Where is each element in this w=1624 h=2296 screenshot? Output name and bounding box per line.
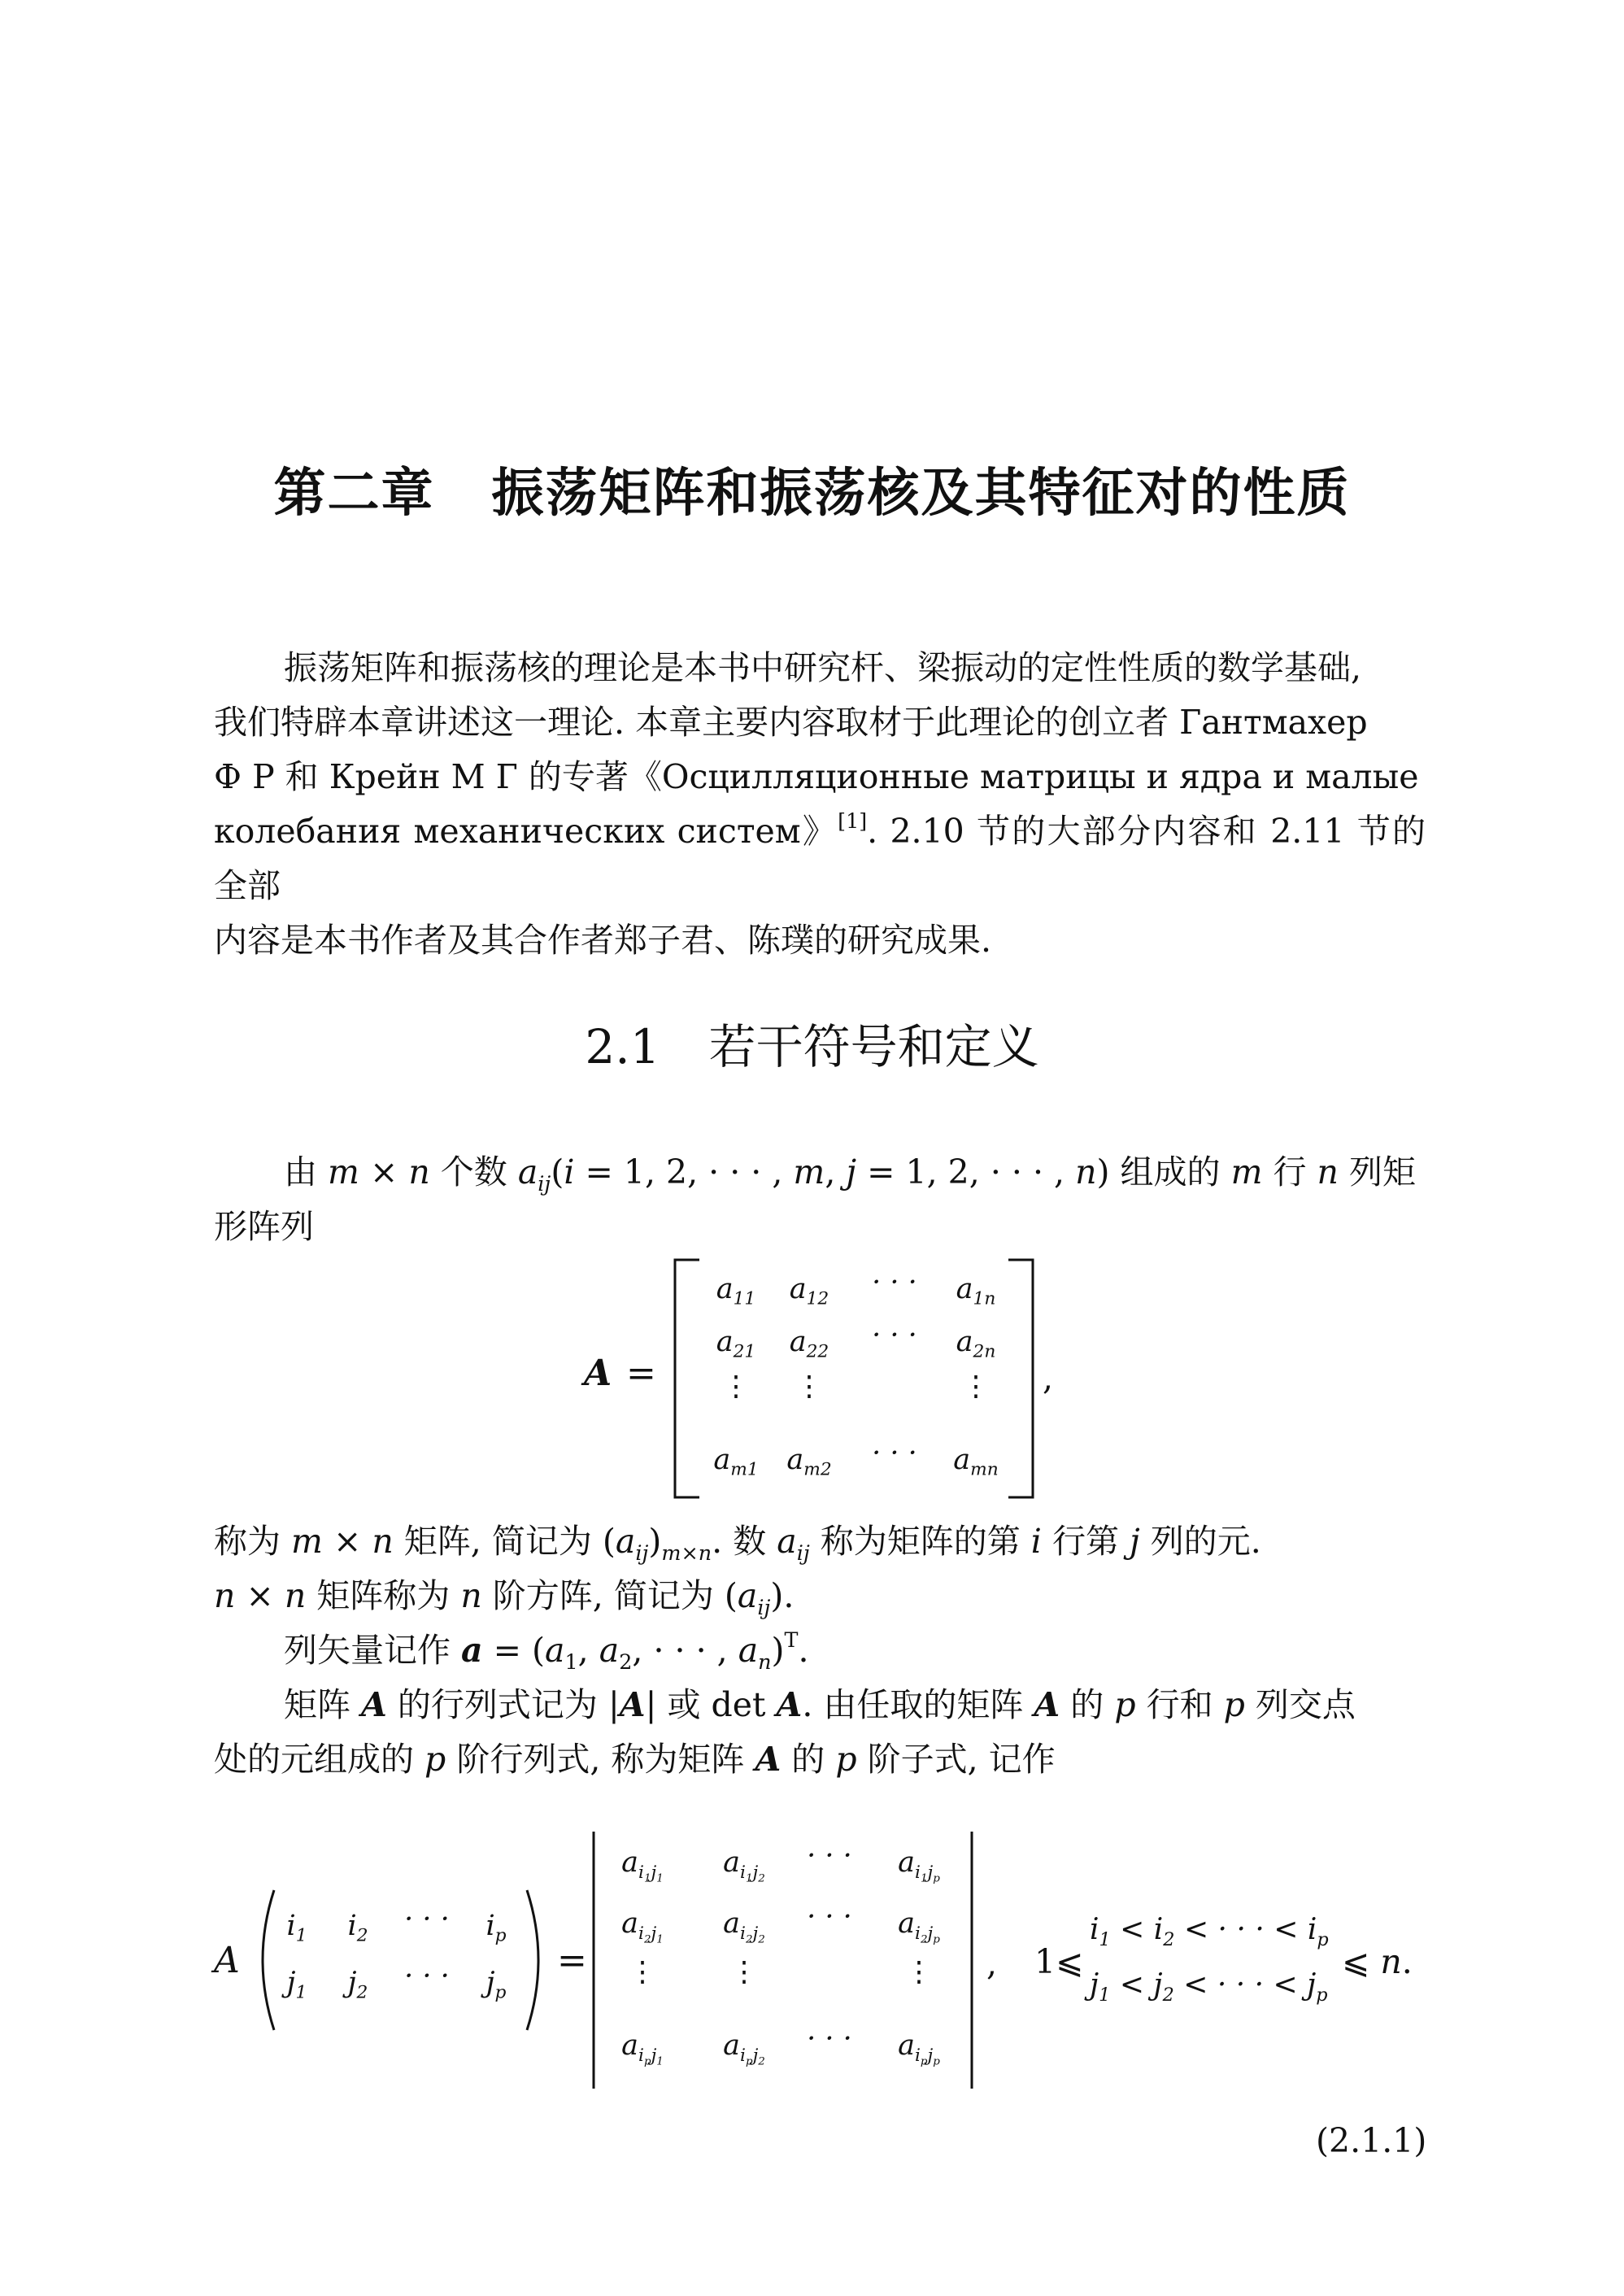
citation: [1] — [838, 808, 868, 834]
chapter-number: 第二章 — [273, 464, 435, 524]
chapter-title — [0, 451, 1624, 526]
paragraph-definitions: 称为 m × n 矩阵, 简记为 $(a_{ij})_{m\times n}$. 数 $a_{ij}$ 称为矩阵的第 i 行第 j 列的元. n × n 矩阵称为 n 阶方阵, 简记为 $(a_{ij})$. 列矢量记作 $a = (a_1$, $a_2$, · · · , $a_n)^T$. 矩阵 A 的行列式记为 |A| 或 det A. 由任取的矩阵 A 的 p 行和 p 列交点 处的元组成的 p 阶行列式, 称为矩阵 A 的 p 阶子式, 记作 — [214, 1522, 1356, 1779]
left-paren — [248, 1887, 281, 2033]
intro-line-3: Ф Р 和 Крейн М Г 的专著《Осцилляционные матрицы и ядра и малые — [214, 757, 1419, 796]
right-det-bar — [964, 1830, 980, 2090]
paragraph-matrix-intro: 由 m × n 个数 $a_{ij}(i = 1$, 2, · · · , m, j = 1, 2, · · · , n) 组成的 m 行 n 列矩 形阵列 — [214, 1152, 1416, 1246]
section-title: 若干符号和定义 — [708, 1019, 1039, 1074]
intro-line-1: 振荡矩阵和振荡核的理论是本书中研究杆、梁振动的定性性质的数学基础, — [284, 648, 1362, 687]
intro-line-4: колебания механических систем》[1]. 2.10 节的大部分内容和 2.11 节的全部 — [214, 808, 1426, 905]
section-heading — [0, 1009, 1624, 1077]
intro-line-5: 内容是本书作者及其合作者郑子君、陈璞的研究成果. — [214, 921, 992, 960]
intro-line-2: 我们特辟本章讲述这一理论. 本章主要内容取材于此理论的创立者 Гантмахер — [214, 703, 1368, 742]
matrix-a-display: A = $a_{11}$ $a_{12}$ · · · $a_{1n}$ $a_{21}$ $a_{22}$ · · · $a_{2n}$ ⋮ ⋮ ⋮ $a_{m1}$ $a_{m2}$ · · · $a_{mn}$ , — [0, 1257, 1624, 1501]
right-paren — [520, 1887, 553, 2033]
chapter-name: 振荡矩阵和振荡核及其特征对的性质 — [491, 464, 1351, 524]
intro-paragraph — [214, 641, 1426, 968]
section-number: 2.1 — [585, 1019, 660, 1074]
equation-number: (2.1.1) — [1316, 2121, 1427, 2160]
minor-equation: A $i_1$ $i_2$ · · · $i_p$ $j_1$ $j_2$ · · · $j_p$ = $a_{i_1j_1}$ $a_{i_1j_2}$ · · · $a_{i_1j_p}$ $a_{i_2j_1}$ $a_{i_2j_2}$ · · · $a_{i_2j_p}$ ⋮ ⋮ ⋮ $a_{i_pj_1}$ $a_{i_pj_2}$ · · · $a_{i_pj_p}$ , 1⩽ $i_1 < i_2$ < · · · < $i_p$ $j_1 < j_2$ < · · · < $j_p$ ⩽ n. — [0, 1830, 1624, 2098]
